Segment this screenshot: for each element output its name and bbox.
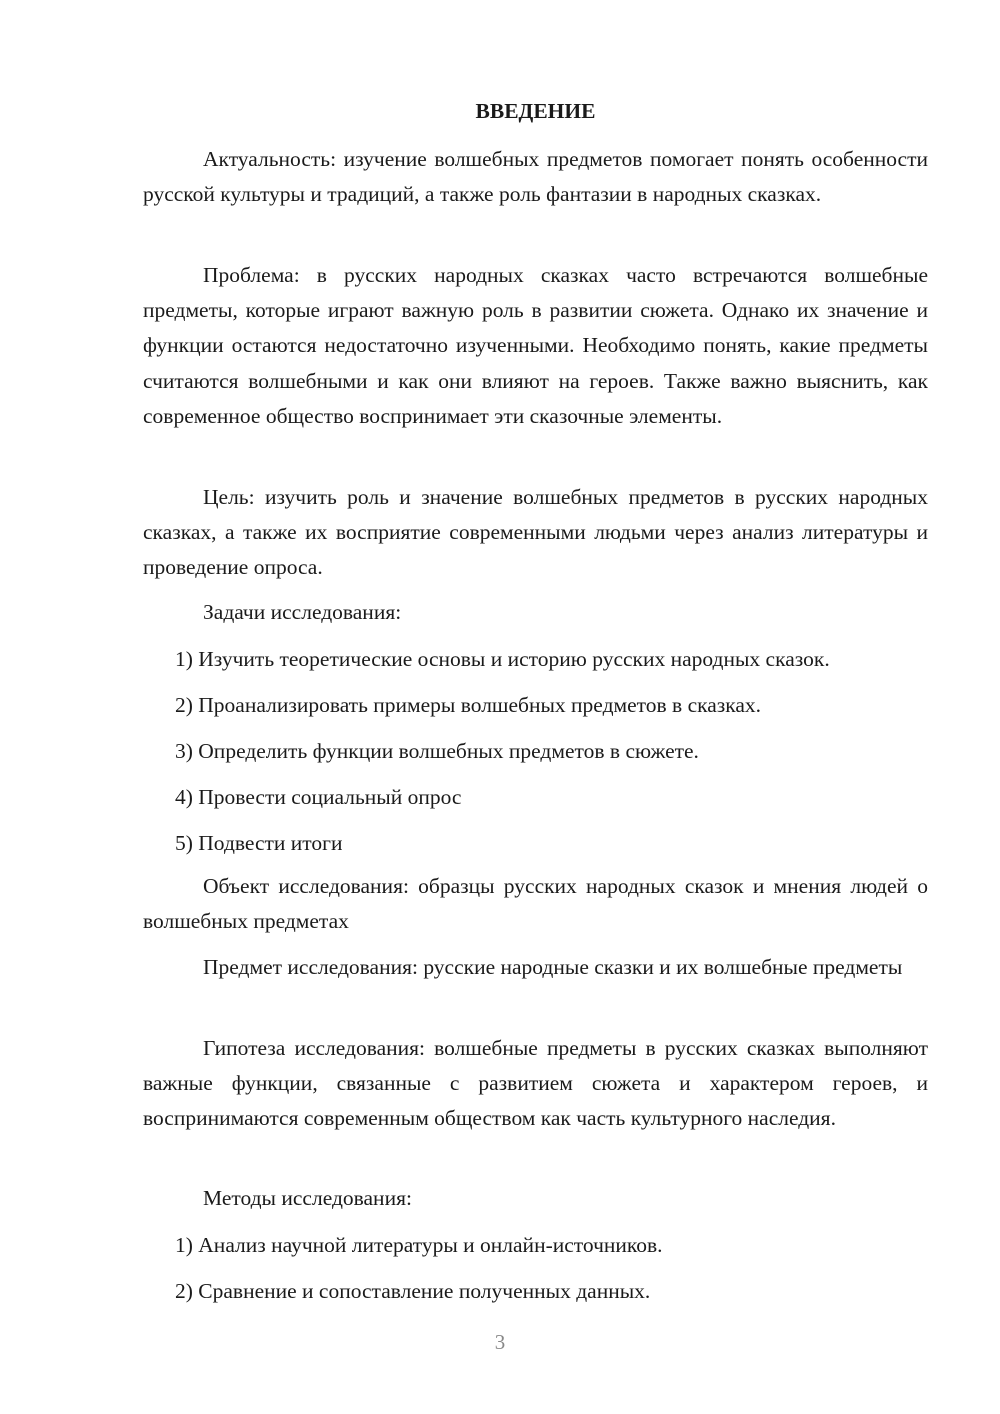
list-item: 1) Изучить теоретические основы и историю русских народных сказок. (175, 647, 830, 671)
relevance-paragraph: Актуальность: изучение волшебных предметов помогает понять особенности русской культуры и традиций, а также роль фантазии в народных сказках. (143, 147, 928, 207)
hypothesis-section (143, 1031, 928, 1137)
subject-paragraph: Предмет исследования: русские народные сказки и их волшебные предметы (203, 955, 903, 979)
list-item: 5) Подвести итоги (175, 831, 343, 855)
page-title: ВВЕДЕНИЕ (475, 99, 596, 123)
page-number: 3 (494, 1330, 506, 1354)
list-item: 3) Определить функции волшебных предметов в сюжете. (175, 739, 699, 763)
problem-paragraph: Проблема: в русских народных сказках часто встречаются волшебные предметы, которые играют важную роль в развитии сюжета. Однако их значение и функции остаются недостаточно изученными. Необходимо понять, какие предметы считаются волшебными и как они влияют на героев. Также важно выяснить, как современное общество воспринимает эти сказочные элементы. (143, 263, 928, 428)
hypothesis-paragraph: Гипотеза исследования: волшебные предметы в русских сказках выполняют важные функции, связанные с развитием сюжета и характером героев, и воспринимаются современным обществом как часть культурного наследия. (143, 1036, 928, 1131)
tasks-list (143, 636, 928, 866)
list-item: 1) Анализ научной литературы и онлайн-источников. (175, 1233, 663, 1257)
goal-paragraph: Цель: изучить роль и значение волшебных предметов в русских народных сказках, а также их восприятие современными людьми через анализ литературы и проведение опроса. (143, 485, 928, 580)
goal-section (143, 480, 928, 586)
list-item: 4) Провести социальный опрос (175, 785, 462, 809)
object-section (143, 869, 928, 939)
methods-section (143, 1181, 928, 1216)
list-item: 2) Сравнение и сопоставление полученных данных. (175, 1279, 651, 1303)
list-item: 2) Проанализировать примеры волшебных предметов в сказках. (175, 693, 762, 717)
methods-list (143, 1222, 928, 1314)
problem-section (143, 258, 928, 434)
tasks-title: Задачи исследования: (203, 600, 402, 624)
methods-title: Методы исследования: (203, 1186, 412, 1210)
tasks-section (143, 595, 928, 630)
object-paragraph: Объект исследования: образцы русских народных сказок и мнения людей о волшебных предметах (143, 874, 928, 934)
subject-section (143, 950, 928, 985)
relevance-section (143, 142, 928, 212)
